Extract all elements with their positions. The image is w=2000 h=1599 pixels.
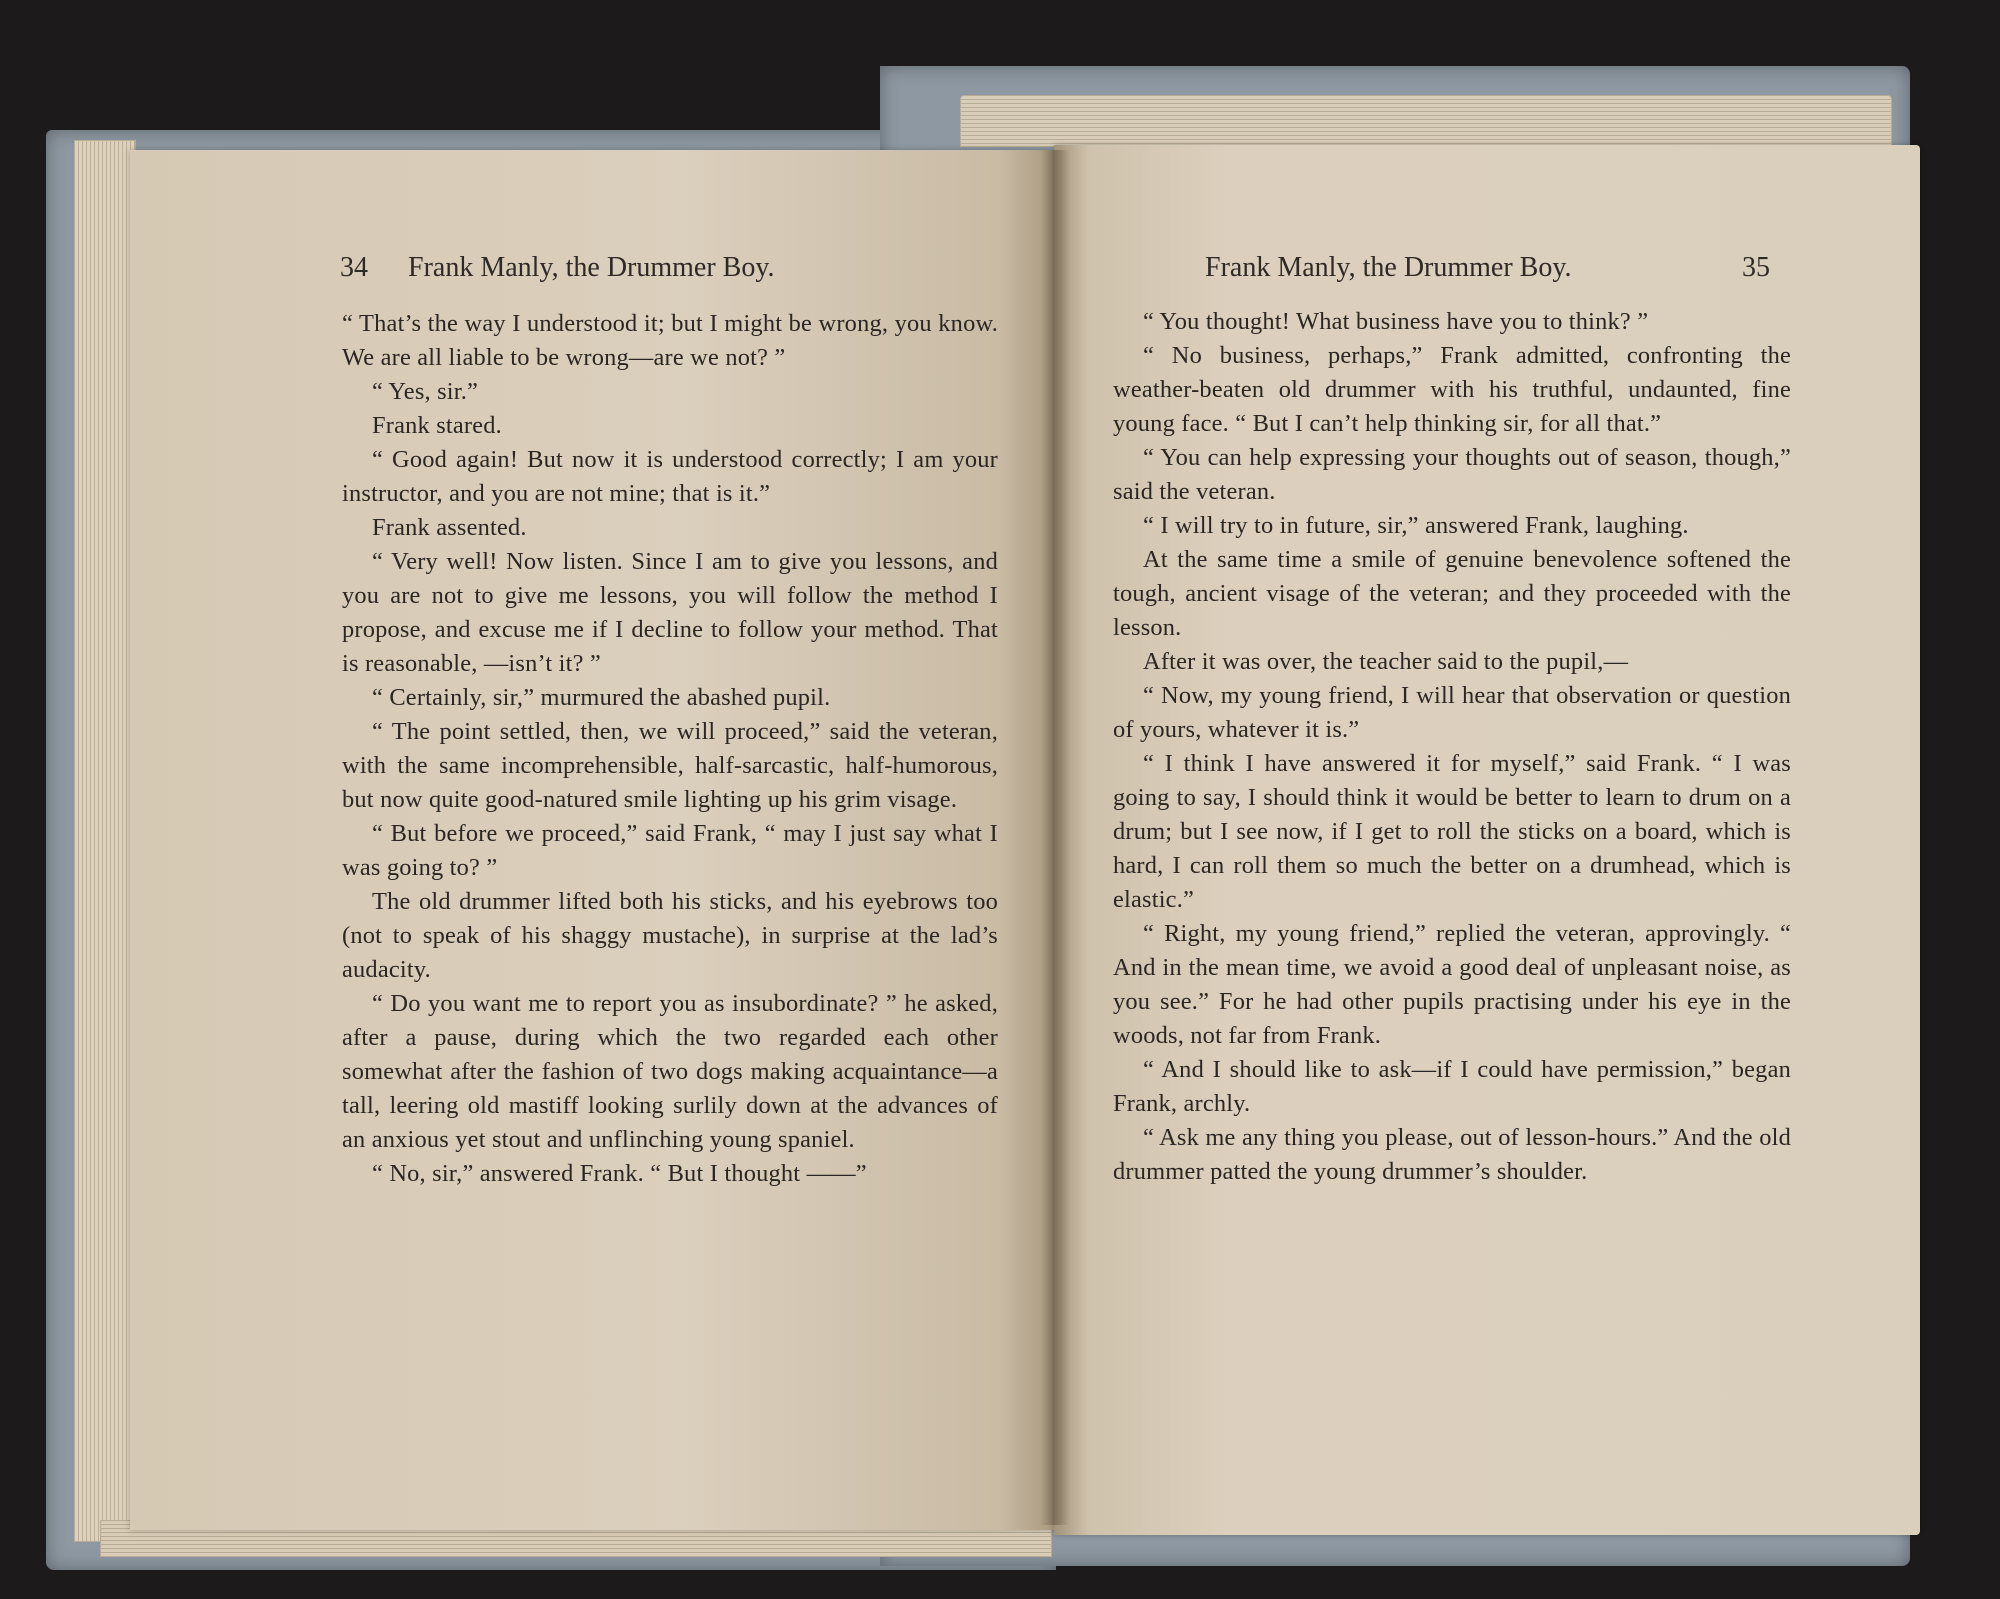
page-edges-top bbox=[960, 95, 1892, 147]
paragraph: “ Yes, sir.” bbox=[372, 378, 479, 405]
paragraph: “ No business, perhaps,” Frank admitted, confronting the weather-beaten old drummer with his truthful, undaunted, fine young face. “ But I can’t help thinking sir, for all that.” bbox=[1113, 342, 1791, 437]
paragraph: “ Do you want me to report you as insubordinate? ” he asked, after a pause, during which the two regarded each other somewhat after the fashion of two dogs making acquaintance—a tall, leering old mastiff looking surlily down at the advances of an anxious yet stout and unflinching young spaniel. bbox=[342, 990, 998, 1153]
paragraph: “ You thought! What business have you to think? ” bbox=[1143, 308, 1649, 335]
paragraph: “ Now, my young friend, I will hear that observation or question of yours, whatever it is.” bbox=[1113, 682, 1791, 743]
right-page-number: 35 bbox=[1742, 252, 1770, 283]
paragraph: “ Right, my young friend,” replied the veteran, approvingly. “ And in the mean time, we avoid a good deal of unpleasant noise, as you see.” For he had other pupils practising under his eye in the woods, not far from Frank. bbox=[1113, 920, 1791, 1049]
paragraph: “ I think I have answered it for myself,” said Frank. “ I was going to say, I should think it would be better to learn to drum on a drum; but I see now, if I get to roll the sticks on a board, which is hard, I can roll them so much the better on a drumhead, which is elastic.” bbox=[1113, 750, 1791, 913]
paragraph: “ I will try to in future, sir,” answered Frank, laughing. bbox=[1143, 512, 1689, 539]
left-page-header bbox=[340, 252, 1000, 284]
paragraph: Frank stared. bbox=[372, 412, 502, 439]
paragraph: “ Very well! Now listen. Since I am to give you lessons, and you are not to give me lessons, you will follow the method I propose, and excuse me if I decline to follow your method. That is reasonable, —isn’t it? ” bbox=[342, 548, 998, 677]
right-page-header bbox=[1205, 252, 1770, 284]
right-page-body bbox=[1113, 305, 1791, 1189]
paragraph: “ The point settled, then, we will proceed,” said the veteran, with the same incomprehensible, half-sarcastic, half-humorous, but now quite good-natured smile lighting up his grim visage. bbox=[342, 718, 998, 813]
page-edges-left bbox=[74, 140, 136, 1542]
paragraph: “ Certainly, sir,” murmured the abashed pupil. bbox=[372, 684, 831, 711]
paragraph: At the same time a smile of genuine benevolence softened the tough, ancient visage of the veteran; and they proceeded with the lesson. bbox=[1113, 546, 1791, 641]
paragraph: The old drummer lifted both his sticks, and his eyebrows too (not to speak of his shaggy mustache), in surprise at the lad’s audacity. bbox=[342, 888, 998, 983]
book-gutter bbox=[1040, 150, 1070, 1525]
paragraph: Frank assented. bbox=[372, 514, 527, 541]
paragraph: “ You can help expressing your thoughts out of season, though,” said the veteran. bbox=[1113, 444, 1791, 505]
paragraph: “ Good again! But now it is understood correctly; I am your instructor, and you are not mine; that is it.” bbox=[342, 446, 998, 507]
left-running-title: Frank Manly, the Drummer Boy. bbox=[408, 252, 775, 283]
paragraph: “ But before we proceed,” said Frank, “ may I just say what I was going to? ” bbox=[342, 820, 998, 881]
paragraph: “ Ask me any thing you please, out of lesson-hours.” And the old drummer patted the young drummer’s shoulder. bbox=[1113, 1124, 1791, 1185]
paragraph: “ That’s the way I understood it; but I might be wrong, you know. We are all liable to be wrong—are we not? ” bbox=[342, 310, 998, 371]
paragraph: After it was over, the teacher said to the pupil,— bbox=[1143, 648, 1629, 675]
left-page-number: 34 bbox=[340, 252, 368, 283]
paragraph: “ And I should like to ask—if I could have permission,” began Frank, archly. bbox=[1113, 1056, 1791, 1117]
left-page-body bbox=[342, 307, 998, 1191]
paragraph: “ No, sir,” answered Frank. “ But I thought ——” bbox=[372, 1160, 867, 1187]
right-running-title: Frank Manly, the Drummer Boy. bbox=[1205, 252, 1572, 283]
